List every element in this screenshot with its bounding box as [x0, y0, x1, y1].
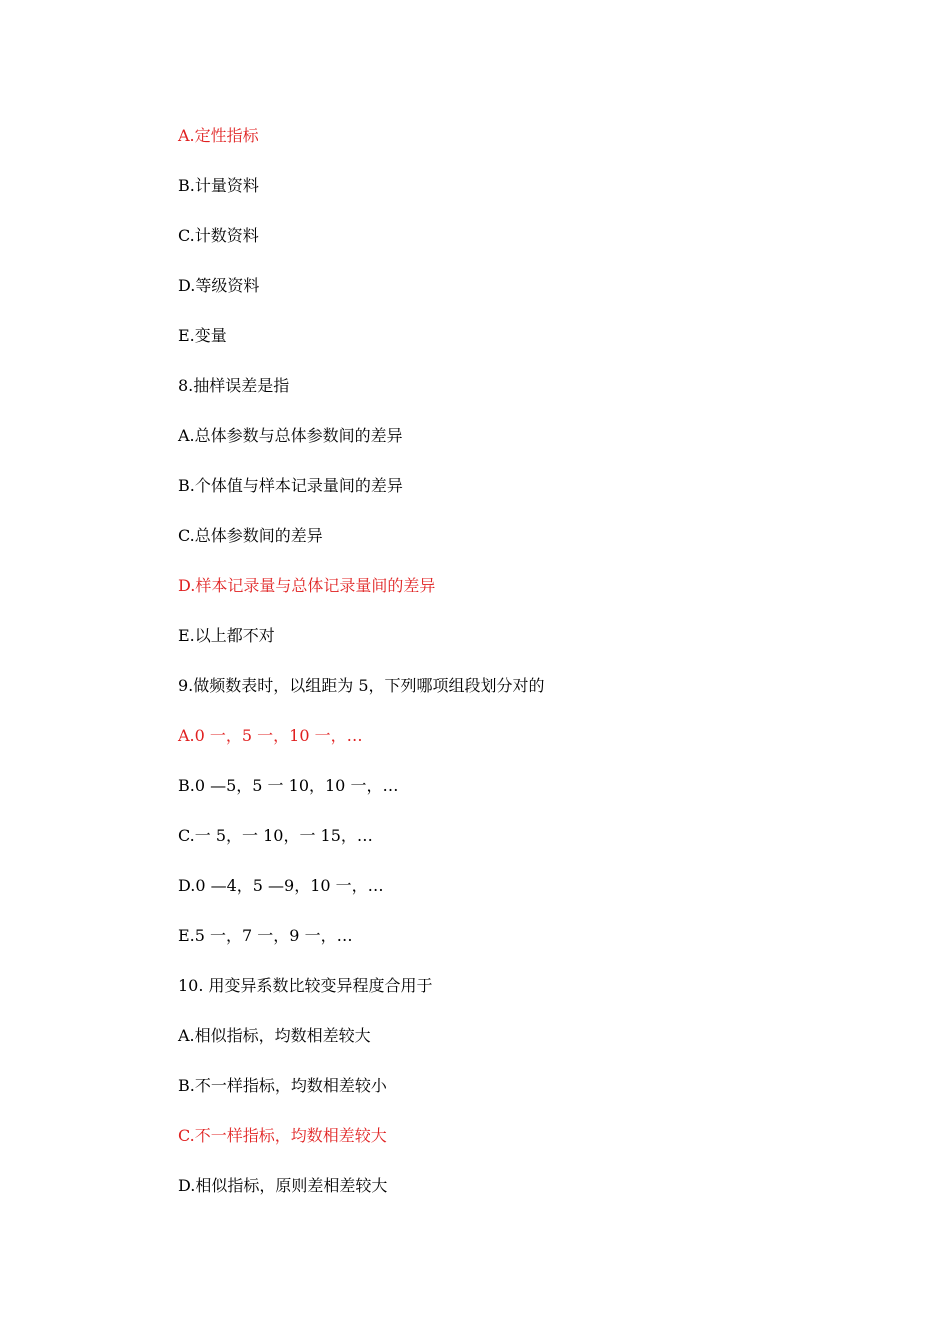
q9-option-c: C.一 5，一 10，一 15，… [178, 826, 373, 845]
q9-option-e: E.5 一，7 一，9 一，… [178, 926, 353, 945]
q8-option-a: A.总体参数与总体参数间的差异 [178, 426, 403, 445]
question-8: 8.抽样误差是指 [178, 376, 290, 395]
option-a-qualitative-indicator: A.定性指标 [178, 126, 259, 145]
q9-option-b: B.0 —5，5 一 10，10 一，… [178, 776, 399, 795]
option-d-ranked-data: D.等级资料 [178, 276, 260, 295]
option-b-measurement-data: B.计量资料 [178, 176, 259, 195]
option-e-variable: E.变量 [178, 326, 227, 345]
question-10: 10. 用变异系数比较变异程度合用于 [178, 976, 433, 995]
q9-option-d: D.0 —4，5 —9，10 一，… [178, 876, 384, 895]
q8-option-d: D.样本记录量与总体记录量间的差异 [178, 576, 436, 595]
q8-option-e: E.以上都不对 [178, 626, 275, 645]
q10-option-b: B.不一样指标，均数相差较小 [178, 1076, 387, 1095]
q10-option-a: A.相似指标，均数相差较大 [178, 1026, 371, 1045]
q8-option-c: C.总体参数间的差异 [178, 526, 323, 545]
q8-option-b: B.个体值与样本记录量间的差异 [178, 476, 403, 495]
q10-option-d: D.相似指标，原则差相差较大 [178, 1176, 388, 1195]
document-page [178, 122, 878, 1222]
q9-option-a: A.0 一，5 一，10 一，… [178, 726, 363, 745]
option-c-count-data: C.计数资料 [178, 226, 259, 245]
q10-option-c: C.不一样指标，均数相差较大 [178, 1126, 387, 1145]
question-9: 9.做频数表时，以组距为 5，下列哪项组段划分对的 [178, 676, 545, 695]
